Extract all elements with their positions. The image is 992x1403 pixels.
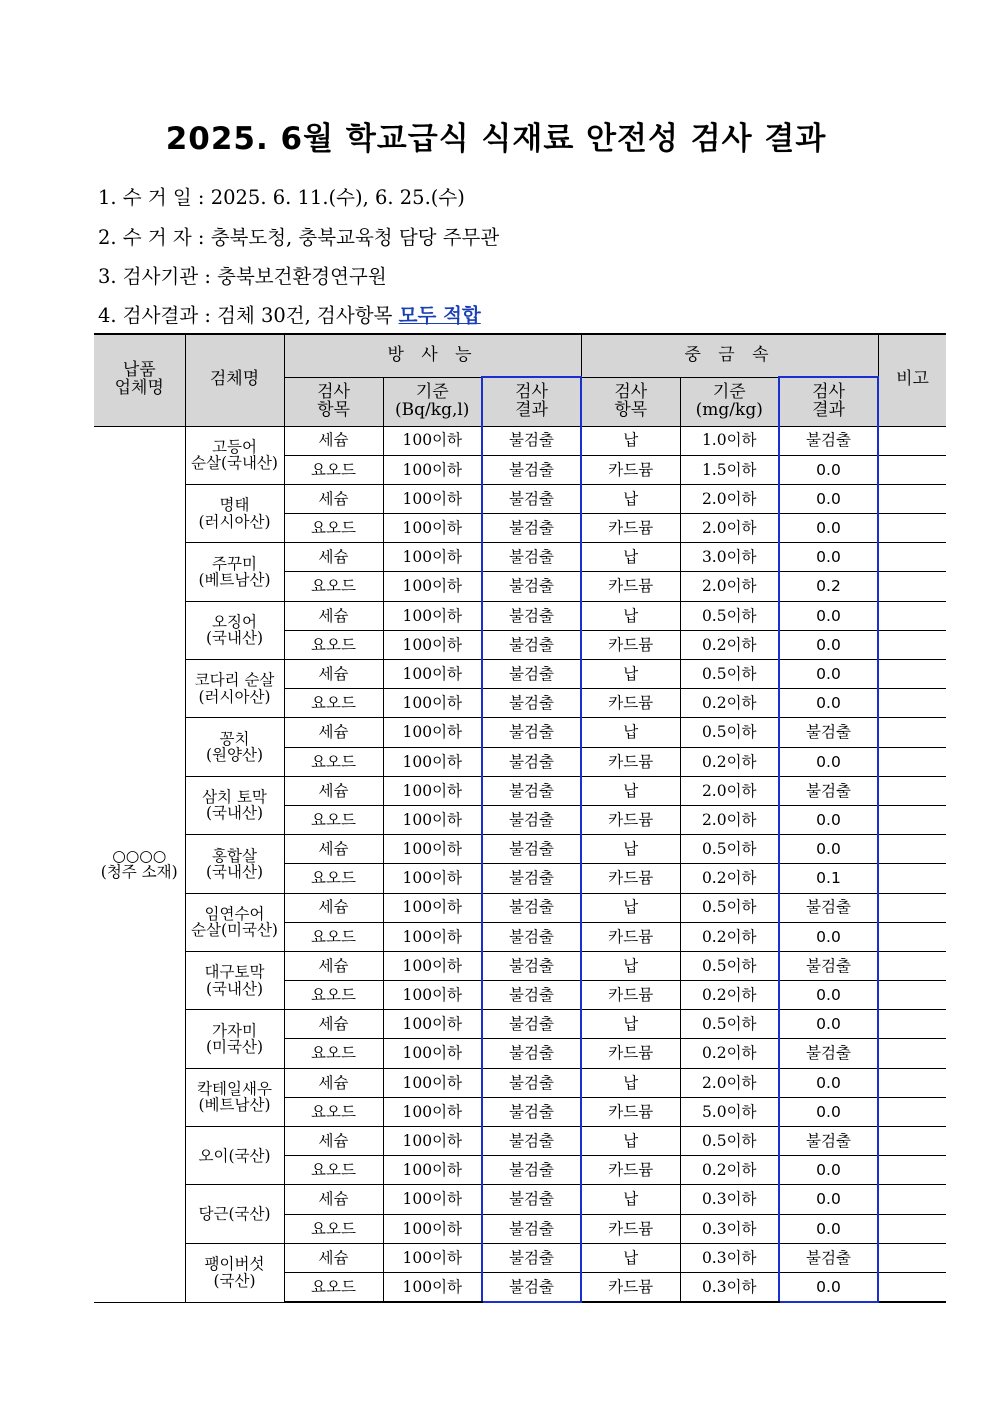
table-row xyxy=(94,718,946,747)
radio-item-cell: 세슘 xyxy=(284,1127,383,1156)
metal-standard-cell: 5.0이하 xyxy=(680,1097,779,1126)
metal-standard-cell: 0.5이하 xyxy=(680,660,779,689)
header-vendor: 납품 업체명 xyxy=(94,334,185,426)
radio-result-cell: 불검출 xyxy=(482,484,581,513)
radio-item-cell: 요오드 xyxy=(284,514,383,543)
radio-standard-cell: 100이하 xyxy=(383,1039,482,1068)
memo-cell xyxy=(878,455,946,484)
radio-item-cell: 요오드 xyxy=(284,747,383,776)
radio-result-cell: 불검출 xyxy=(482,747,581,776)
metal-result-cell: 0.0 xyxy=(779,660,878,689)
sample-name-cell: 삼치 토막 (국내산) xyxy=(185,776,284,834)
radio-item-cell: 요오드 xyxy=(284,630,383,659)
table-row xyxy=(94,660,946,689)
sample-name-cell: 홍합살 (국내산) xyxy=(185,835,284,893)
metal-result-cell: 0.0 xyxy=(779,1156,878,1185)
memo-cell xyxy=(878,1097,946,1126)
radio-result-cell: 불검출 xyxy=(482,1214,581,1243)
radio-standard-cell: 100이하 xyxy=(383,981,482,1010)
radio-standard-cell: 100이하 xyxy=(383,1272,482,1302)
sample-name-cell: 주꾸미 (베트남산) xyxy=(185,543,284,601)
metal-item-cell: 카드뮴 xyxy=(581,572,680,601)
sample-name-cell: 코다리 순살 (러시아산) xyxy=(185,660,284,718)
header-heavy-metal: 중 금 속 xyxy=(581,334,878,377)
metal-standard-cell: 0.2이하 xyxy=(680,689,779,718)
metal-result-cell: 0.0 xyxy=(779,1214,878,1243)
radio-standard-cell: 100이하 xyxy=(383,922,482,951)
metal-standard-cell: 0.5이하 xyxy=(680,1010,779,1039)
results-table xyxy=(94,333,946,1303)
memo-cell xyxy=(878,484,946,513)
radio-result-cell: 불검출 xyxy=(482,660,581,689)
memo-cell xyxy=(878,1214,946,1243)
radio-standard-cell: 100이하 xyxy=(383,718,482,747)
header-metal-item: 검사 항목 xyxy=(581,377,680,426)
metal-standard-cell: 0.2이하 xyxy=(680,747,779,776)
memo-cell xyxy=(878,572,946,601)
metal-item-cell: 카드뮴 xyxy=(581,689,680,718)
metal-standard-cell: 0.2이하 xyxy=(680,981,779,1010)
metal-result-cell: 0.0 xyxy=(779,601,878,630)
metal-result-cell: 0.0 xyxy=(779,747,878,776)
metal-item-cell: 납 xyxy=(581,660,680,689)
radio-standard-cell: 100이하 xyxy=(383,689,482,718)
memo-cell xyxy=(878,543,946,572)
table-row xyxy=(94,1127,946,1156)
radio-result-cell: 불검출 xyxy=(482,981,581,1010)
metal-item-cell: 카드뮴 xyxy=(581,1156,680,1185)
radio-result-cell: 불검출 xyxy=(482,601,581,630)
radio-item-cell: 세슘 xyxy=(284,893,383,922)
radio-standard-cell: 100이하 xyxy=(383,893,482,922)
metal-standard-cell: 0.5이하 xyxy=(680,718,779,747)
result-highlight: 모두 적합 xyxy=(398,304,481,327)
sample-name-cell: 오징어 (국내산) xyxy=(185,601,284,659)
radio-item-cell: 요오드 xyxy=(284,1156,383,1185)
metal-standard-cell: 0.2이하 xyxy=(680,1156,779,1185)
info-label: 4. 검사결과 : xyxy=(98,304,211,327)
radio-result-cell: 불검출 xyxy=(482,776,581,805)
memo-cell xyxy=(878,1068,946,1097)
metal-standard-cell: 0.5이하 xyxy=(680,951,779,980)
metal-standard-cell: 2.0이하 xyxy=(680,484,779,513)
memo-cell xyxy=(878,893,946,922)
radio-result-cell: 불검출 xyxy=(482,426,581,455)
memo-cell xyxy=(878,630,946,659)
metal-item-cell: 카드뮴 xyxy=(581,981,680,1010)
radio-standard-cell: 100이하 xyxy=(383,426,482,455)
info-label: 3. 검사기관 : xyxy=(98,265,211,288)
memo-cell xyxy=(878,1243,946,1272)
memo-cell xyxy=(878,1039,946,1068)
radio-standard-cell: 100이하 xyxy=(383,1097,482,1126)
metal-standard-cell: 0.2이하 xyxy=(680,630,779,659)
sample-name-cell: 오이(국산) xyxy=(185,1127,284,1185)
radio-item-cell: 세슘 xyxy=(284,660,383,689)
metal-result-cell: 0.0 xyxy=(779,689,878,718)
metal-result-cell: 0.0 xyxy=(779,484,878,513)
table-row xyxy=(94,1010,946,1039)
metal-result-cell: 0.0 xyxy=(779,1010,878,1039)
vendor-cell: ○○○○ (청주 소재) xyxy=(94,426,185,1302)
memo-cell xyxy=(878,981,946,1010)
memo-cell xyxy=(878,601,946,630)
metal-standard-cell: 1.0이하 xyxy=(680,426,779,455)
metal-result-cell: 0.0 xyxy=(779,1068,878,1097)
radio-item-cell: 세슘 xyxy=(284,835,383,864)
memo-cell xyxy=(878,835,946,864)
sample-name-cell: 명태 (러시아산) xyxy=(185,484,284,542)
table-row xyxy=(94,484,946,513)
header-metal-result: 검사 결과 xyxy=(779,377,878,426)
radio-item-cell: 세슘 xyxy=(284,601,383,630)
metal-result-cell: 0.1 xyxy=(779,864,878,893)
metal-standard-cell: 0.5이하 xyxy=(680,835,779,864)
radio-standard-cell: 100이하 xyxy=(383,1243,482,1272)
memo-cell xyxy=(878,1156,946,1185)
radio-result-cell: 불검출 xyxy=(482,1185,581,1214)
table-row xyxy=(94,951,946,980)
metal-result-cell: 0.0 xyxy=(779,630,878,659)
metal-item-cell: 납 xyxy=(581,951,680,980)
radio-result-cell: 불검출 xyxy=(482,893,581,922)
memo-cell xyxy=(878,922,946,951)
radio-standard-cell: 100이하 xyxy=(383,484,482,513)
sample-name-cell: 대구토막 (국내산) xyxy=(185,951,284,1009)
memo-cell xyxy=(878,1272,946,1302)
metal-item-cell: 납 xyxy=(581,484,680,513)
metal-standard-cell: 0.3이하 xyxy=(680,1185,779,1214)
memo-cell xyxy=(878,514,946,543)
metal-item-cell: 납 xyxy=(581,426,680,455)
metal-item-cell: 납 xyxy=(581,776,680,805)
radio-standard-cell: 100이하 xyxy=(383,601,482,630)
metal-result-cell: 0.0 xyxy=(779,1272,878,1302)
metal-result-cell: 불검출 xyxy=(779,718,878,747)
radio-result-cell: 불검출 xyxy=(482,1039,581,1068)
table-row xyxy=(94,776,946,805)
header-radioactivity: 방 사 능 xyxy=(284,334,581,377)
radio-standard-cell: 100이하 xyxy=(383,1214,482,1243)
metal-result-cell: 0.0 xyxy=(779,835,878,864)
radio-item-cell: 세슘 xyxy=(284,718,383,747)
metal-item-cell: 카드뮴 xyxy=(581,1097,680,1126)
metal-result-cell: 0.0 xyxy=(779,922,878,951)
radio-item-cell: 요오드 xyxy=(284,1272,383,1302)
radio-standard-cell: 100이하 xyxy=(383,864,482,893)
sample-name-cell: 꽁치 (원양산) xyxy=(185,718,284,776)
table-row xyxy=(94,601,946,630)
metal-standard-cell: 3.0이하 xyxy=(680,543,779,572)
metal-standard-cell: 0.3이하 xyxy=(680,1243,779,1272)
table-row xyxy=(94,543,946,572)
radio-standard-cell: 100이하 xyxy=(383,951,482,980)
metal-standard-cell: 0.5이하 xyxy=(680,601,779,630)
table-row xyxy=(94,1068,946,1097)
metal-standard-cell: 1.5이하 xyxy=(680,455,779,484)
memo-cell xyxy=(878,660,946,689)
memo-cell xyxy=(878,426,946,455)
header-radio-item: 검사 항목 xyxy=(284,377,383,426)
metal-item-cell: 카드뮴 xyxy=(581,1039,680,1068)
metal-result-cell: 불검출 xyxy=(779,951,878,980)
metal-result-cell: 0.0 xyxy=(779,1185,878,1214)
metal-item-cell: 납 xyxy=(581,1185,680,1214)
radio-standard-cell: 100이하 xyxy=(383,1068,482,1097)
metal-item-cell: 납 xyxy=(581,893,680,922)
radio-standard-cell: 100이하 xyxy=(383,747,482,776)
radio-item-cell: 세슘 xyxy=(284,426,383,455)
metal-item-cell: 납 xyxy=(581,1243,680,1272)
radio-result-cell: 불검출 xyxy=(482,951,581,980)
info-line-collection-date xyxy=(98,182,465,210)
metal-result-cell: 0.0 xyxy=(779,805,878,834)
metal-item-cell: 납 xyxy=(581,1010,680,1039)
table-row xyxy=(94,426,946,455)
radio-item-cell: 요오드 xyxy=(284,1039,383,1068)
metal-result-cell: 0.0 xyxy=(779,543,878,572)
memo-cell xyxy=(878,1127,946,1156)
radio-standard-cell: 100이하 xyxy=(383,835,482,864)
metal-item-cell: 카드뮴 xyxy=(581,1214,680,1243)
metal-item-cell: 납 xyxy=(581,1127,680,1156)
radio-standard-cell: 100이하 xyxy=(383,805,482,834)
table-row xyxy=(94,835,946,864)
info-line-collector xyxy=(98,222,499,250)
table-row xyxy=(94,893,946,922)
metal-standard-cell: 2.0이하 xyxy=(680,776,779,805)
radio-item-cell: 요오드 xyxy=(284,455,383,484)
metal-result-cell: 불검출 xyxy=(779,1039,878,1068)
metal-standard-cell: 2.0이하 xyxy=(680,805,779,834)
sample-name-cell: 임연수어 순살(미국산) xyxy=(185,893,284,951)
memo-cell xyxy=(878,951,946,980)
radio-item-cell: 요오드 xyxy=(284,1097,383,1126)
metal-result-cell: 0.2 xyxy=(779,572,878,601)
sample-name-cell: 팽이버섯 (국산) xyxy=(185,1243,284,1302)
metal-standard-cell: 2.0이하 xyxy=(680,514,779,543)
header-memo: 비고 xyxy=(878,334,946,426)
radio-standard-cell: 100이하 xyxy=(383,1185,482,1214)
radio-result-cell: 불검출 xyxy=(482,1127,581,1156)
radio-item-cell: 세슘 xyxy=(284,543,383,572)
metal-item-cell: 납 xyxy=(581,718,680,747)
radio-result-cell: 불검출 xyxy=(482,572,581,601)
radio-result-cell: 불검출 xyxy=(482,1097,581,1126)
radio-item-cell: 요오드 xyxy=(284,1214,383,1243)
metal-standard-cell: 2.0이하 xyxy=(680,1068,779,1097)
radio-item-cell: 세슘 xyxy=(284,1010,383,1039)
info-value: 검체 30건, 검사항목 xyxy=(217,304,393,327)
header-radio-standard: 기준 (Bq/kg,l) xyxy=(383,377,482,426)
info-value: 충북보건환경연구원 xyxy=(217,265,387,288)
info-value: 2025. 6. 11.(수), 6. 25.(수) xyxy=(210,186,465,209)
radio-result-cell: 불검출 xyxy=(482,514,581,543)
radio-standard-cell: 100이하 xyxy=(383,776,482,805)
metal-result-cell: 0.0 xyxy=(779,514,878,543)
radio-result-cell: 불검출 xyxy=(482,864,581,893)
metal-item-cell: 카드뮴 xyxy=(581,630,680,659)
metal-standard-cell: 0.3이하 xyxy=(680,1272,779,1302)
radio-result-cell: 불검출 xyxy=(482,455,581,484)
info-value: 충북도청, 충북교육청 담당 주무관 xyxy=(210,226,500,249)
metal-result-cell: 불검출 xyxy=(779,893,878,922)
radio-result-cell: 불검출 xyxy=(482,689,581,718)
memo-cell xyxy=(878,747,946,776)
radio-standard-cell: 100이하 xyxy=(383,514,482,543)
metal-item-cell: 납 xyxy=(581,1068,680,1097)
sample-name-cell: 당근(국산) xyxy=(185,1185,284,1243)
metal-result-cell: 불검출 xyxy=(779,426,878,455)
radio-item-cell: 요오드 xyxy=(284,805,383,834)
info-label: 1. 수 거 일 : xyxy=(98,186,205,209)
radio-standard-cell: 100이하 xyxy=(383,1156,482,1185)
radio-standard-cell: 100이하 xyxy=(383,1010,482,1039)
radio-item-cell: 요오드 xyxy=(284,864,383,893)
info-line-agency xyxy=(98,261,387,289)
radio-result-cell: 불검출 xyxy=(482,1068,581,1097)
header-metal-standard: 기준 (mg/kg) xyxy=(680,377,779,426)
radio-item-cell: 요오드 xyxy=(284,689,383,718)
radio-result-cell: 불검출 xyxy=(482,1156,581,1185)
memo-cell xyxy=(878,689,946,718)
metal-item-cell: 카드뮴 xyxy=(581,864,680,893)
metal-item-cell: 카드뮴 xyxy=(581,747,680,776)
metal-standard-cell: 0.3이하 xyxy=(680,1214,779,1243)
radio-item-cell: 요오드 xyxy=(284,572,383,601)
radio-result-cell: 불검출 xyxy=(482,1243,581,1272)
memo-cell xyxy=(878,1185,946,1214)
radio-result-cell: 불검출 xyxy=(482,1272,581,1302)
metal-result-cell: 불검출 xyxy=(779,1127,878,1156)
sample-name-cell: 가자미 (미국산) xyxy=(185,1010,284,1068)
page-title: 2025. 6월 학교급식 식재료 안전성 검사 결과 xyxy=(165,121,827,157)
metal-result-cell: 0.0 xyxy=(779,455,878,484)
radio-standard-cell: 100이하 xyxy=(383,630,482,659)
memo-cell xyxy=(878,805,946,834)
metal-item-cell: 납 xyxy=(581,601,680,630)
radio-item-cell: 요오드 xyxy=(284,981,383,1010)
header-sample: 검체명 xyxy=(185,334,284,426)
sample-name-cell: 고등어 순살(국내산) xyxy=(185,426,284,484)
info-line-result xyxy=(98,300,481,328)
metal-result-cell: 0.0 xyxy=(779,981,878,1010)
metal-item-cell: 카드뮴 xyxy=(581,514,680,543)
table-row xyxy=(94,1185,946,1214)
metal-standard-cell: 0.2이하 xyxy=(680,864,779,893)
radio-result-cell: 불검출 xyxy=(482,630,581,659)
radio-result-cell: 불검출 xyxy=(482,805,581,834)
metal-item-cell: 카드뮴 xyxy=(581,805,680,834)
metal-item-cell: 카드뮴 xyxy=(581,455,680,484)
radio-result-cell: 불검출 xyxy=(482,835,581,864)
radio-item-cell: 요오드 xyxy=(284,922,383,951)
info-label: 2. 수 거 자 : xyxy=(98,226,205,249)
metal-result-cell: 불검출 xyxy=(779,776,878,805)
metal-item-cell: 카드뮴 xyxy=(581,1272,680,1302)
metal-standard-cell: 0.5이하 xyxy=(680,1127,779,1156)
header-radio-result: 검사 결과 xyxy=(482,377,581,426)
radio-standard-cell: 100이하 xyxy=(383,660,482,689)
radio-item-cell: 세슘 xyxy=(284,1068,383,1097)
radio-standard-cell: 100이하 xyxy=(383,1127,482,1156)
radio-standard-cell: 100이하 xyxy=(383,572,482,601)
radio-standard-cell: 100이하 xyxy=(383,543,482,572)
memo-cell xyxy=(878,718,946,747)
metal-standard-cell: 0.2이하 xyxy=(680,922,779,951)
metal-item-cell: 납 xyxy=(581,543,680,572)
radio-item-cell: 세슘 xyxy=(284,776,383,805)
radio-standard-cell: 100이하 xyxy=(383,455,482,484)
sample-name-cell: 칵테일새우 (베트남산) xyxy=(185,1068,284,1126)
metal-standard-cell: 0.5이하 xyxy=(680,893,779,922)
metal-standard-cell: 0.2이하 xyxy=(680,1039,779,1068)
metal-item-cell: 카드뮴 xyxy=(581,922,680,951)
radio-item-cell: 세슘 xyxy=(284,1185,383,1214)
memo-cell xyxy=(878,776,946,805)
metal-result-cell: 0.0 xyxy=(779,1097,878,1126)
radio-item-cell: 세슘 xyxy=(284,951,383,980)
radio-result-cell: 불검출 xyxy=(482,1010,581,1039)
radio-item-cell: 세슘 xyxy=(284,1243,383,1272)
memo-cell xyxy=(878,1010,946,1039)
metal-result-cell: 불검출 xyxy=(779,1243,878,1272)
metal-standard-cell: 2.0이하 xyxy=(680,572,779,601)
metal-item-cell: 납 xyxy=(581,835,680,864)
radio-result-cell: 불검출 xyxy=(482,718,581,747)
radio-result-cell: 불검출 xyxy=(482,543,581,572)
table-row xyxy=(94,1243,946,1272)
memo-cell xyxy=(878,864,946,893)
radio-item-cell: 세슘 xyxy=(284,484,383,513)
radio-result-cell: 불검출 xyxy=(482,922,581,951)
